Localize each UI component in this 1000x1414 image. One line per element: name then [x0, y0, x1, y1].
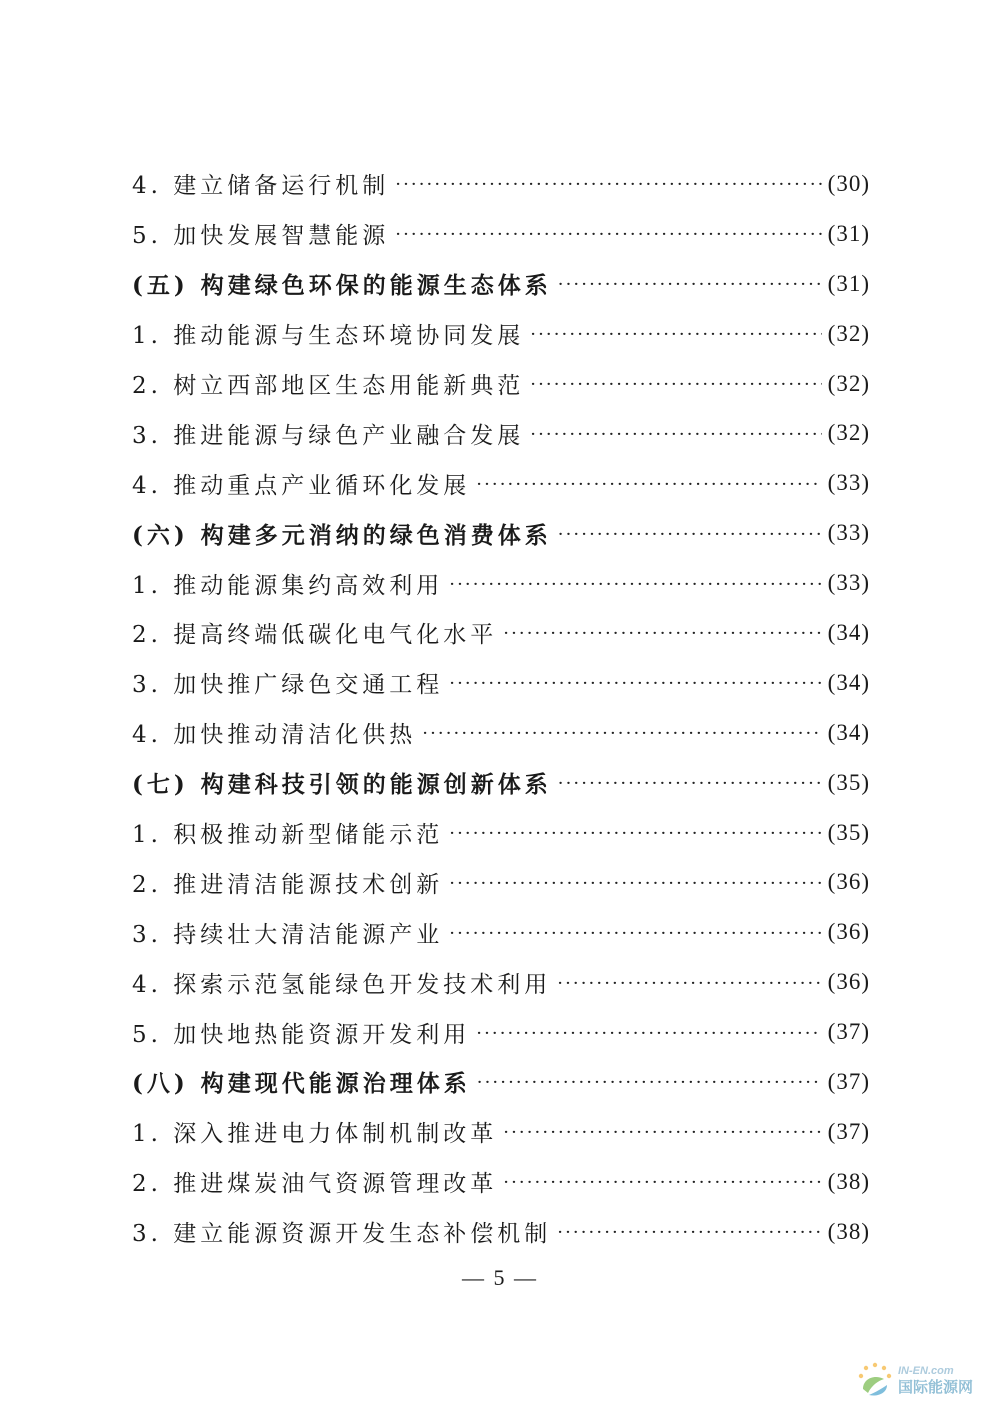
toc-dot-leader — [395, 174, 821, 195]
toc-entry-page: (35) — [827, 769, 870, 795]
toc-entry-page: (36) — [827, 869, 870, 895]
toc-entry-title: 3. 推进能源与绿色产业融合发展 — [132, 422, 525, 449]
toc-dot-leader — [422, 723, 821, 744]
toc-dot-leader — [476, 1023, 821, 1044]
toc-dot-leader — [449, 574, 821, 595]
toc-dot-leader — [558, 274, 822, 295]
toc-item-entry — [132, 658, 870, 708]
toc-entry-page: (34) — [827, 619, 870, 645]
toc-entry-title: 5. 加快地热能资源开发利用 — [132, 1021, 471, 1048]
toc-entry-title: (八) 构建现代能源治理体系 — [132, 1070, 471, 1098]
watermark — [854, 1352, 994, 1408]
toc-entry-page: (34) — [827, 719, 870, 745]
toc-dot-leader — [557, 973, 821, 994]
toc-entry-page: (36) — [827, 919, 870, 945]
toc-entry-page: (35) — [827, 819, 870, 845]
watermark-name: 国际能源网 — [898, 1377, 974, 1396]
toc-entry-page: (33) — [827, 520, 870, 546]
toc-item-entry — [132, 1107, 870, 1157]
toc-entry-title: 3. 建立能源资源开发生态补偿机制 — [132, 1221, 552, 1248]
toc-item-entry — [132, 209, 870, 259]
toc-entry-page: (32) — [827, 370, 870, 396]
toc-entry-page: (33) — [827, 470, 870, 496]
toc-item-entry — [132, 808, 870, 858]
toc-dot-leader — [530, 374, 821, 395]
toc-item-entry — [132, 1007, 870, 1057]
toc-item-entry — [132, 1207, 870, 1257]
toc-dot-leader — [558, 773, 822, 794]
toc-item-entry — [132, 408, 870, 458]
toc-dot-leader — [449, 873, 821, 894]
toc-entry-title: 1. 深入推进电力体制机制改革 — [132, 1121, 498, 1148]
page-number: — 5 — — [462, 1265, 538, 1290]
toc-item-entry — [132, 359, 870, 409]
toc-entry-title: 3. 加快推广绿色交通工程 — [132, 672, 444, 699]
toc-dot-leader — [476, 474, 821, 495]
toc-item-entry — [132, 159, 870, 209]
toc-entry-page: (32) — [827, 320, 870, 346]
toc-dot-leader — [503, 1122, 821, 1143]
toc-section-entry — [132, 1057, 870, 1107]
toc-entry-title: 2. 推进清洁能源技术创新 — [132, 871, 444, 898]
toc-entry-title: 1. 推动能源与生态环境协同发展 — [132, 323, 525, 350]
toc-dot-leader — [503, 1172, 821, 1193]
watermark-brand: IN-EN.com — [898, 1364, 954, 1377]
toc-entry-page: (34) — [827, 669, 870, 695]
toc-item-entry — [132, 608, 870, 658]
toc-entry-title: 1. 积极推动新型储能示范 — [132, 822, 444, 849]
toc-item-entry — [132, 309, 870, 359]
toc-item-entry — [132, 1157, 870, 1207]
toc-entry-title: 5. 加快发展智慧能源 — [132, 223, 390, 250]
toc-entry-title: 2. 树立西部地区生态用能新典范 — [132, 373, 525, 399]
toc-dot-leader — [530, 424, 821, 445]
toc-entry-page: (31) — [827, 270, 870, 296]
toc-entry-title: 4. 加快推动清洁化供热 — [132, 722, 417, 749]
toc-section-entry — [132, 758, 870, 808]
toc-entry-page: (32) — [827, 420, 870, 446]
toc-dot-leader — [449, 923, 821, 944]
sun-leaf-logo-icon — [854, 1359, 896, 1401]
toc-dot-leader — [530, 324, 821, 345]
toc-entry-title: 1. 推动能源集约高效利用 — [132, 572, 444, 599]
toc-entry-title: 3. 持续壮大清洁能源产业 — [132, 921, 444, 948]
toc-entry-page: (30) — [827, 170, 870, 196]
toc-entry-page: (37) — [827, 1019, 870, 1045]
toc-dot-leader — [558, 524, 822, 545]
toc-entry-page: (31) — [827, 220, 870, 246]
toc-entry-page: (37) — [827, 1068, 870, 1094]
toc-entry-title: 2. 推进煤炭油气资源管理改革 — [132, 1171, 498, 1198]
toc-entry-title: 2. 提高终端低碳化电气化水平 — [132, 622, 498, 649]
toc-section-entry — [132, 508, 870, 558]
toc-entry-page: (37) — [827, 1118, 870, 1144]
toc-dot-leader — [557, 1222, 821, 1243]
toc-entry-page: (36) — [827, 969, 870, 995]
toc-entry-title: (七) 构建科技引领的能源创新体系 — [132, 771, 552, 799]
toc-entry-page: (38) — [827, 1168, 870, 1194]
toc-item-entry — [132, 907, 870, 957]
toc-entry-page: (38) — [827, 1218, 870, 1244]
toc-entry-page: (33) — [827, 570, 870, 596]
toc-dot-leader — [477, 1072, 822, 1093]
toc-entry-title: (六) 构建多元消纳的绿色消费体系 — [132, 521, 552, 549]
toc-item-entry — [132, 957, 870, 1007]
toc-entry-title: 4. 推动重点产业循环化发展 — [132, 472, 471, 499]
toc-dot-leader — [449, 673, 821, 694]
toc-dot-leader — [395, 224, 821, 245]
toc-dot-leader — [449, 823, 821, 844]
toc-entry-title: (五) 构建绿色环保的能源生态体系 — [132, 272, 552, 300]
toc-entry-title: 4. 建立储备运行机制 — [132, 173, 390, 200]
toc-entry-title: 4. 探索示范氢能绿色开发技术利用 — [132, 971, 552, 998]
toc-item-entry — [132, 558, 870, 608]
table-of-contents — [132, 159, 870, 1257]
toc-section-entry — [132, 259, 870, 309]
toc-item-entry — [132, 458, 870, 508]
toc-dot-leader — [503, 623, 821, 644]
toc-item-entry — [132, 708, 870, 758]
toc-item-entry — [132, 857, 870, 907]
